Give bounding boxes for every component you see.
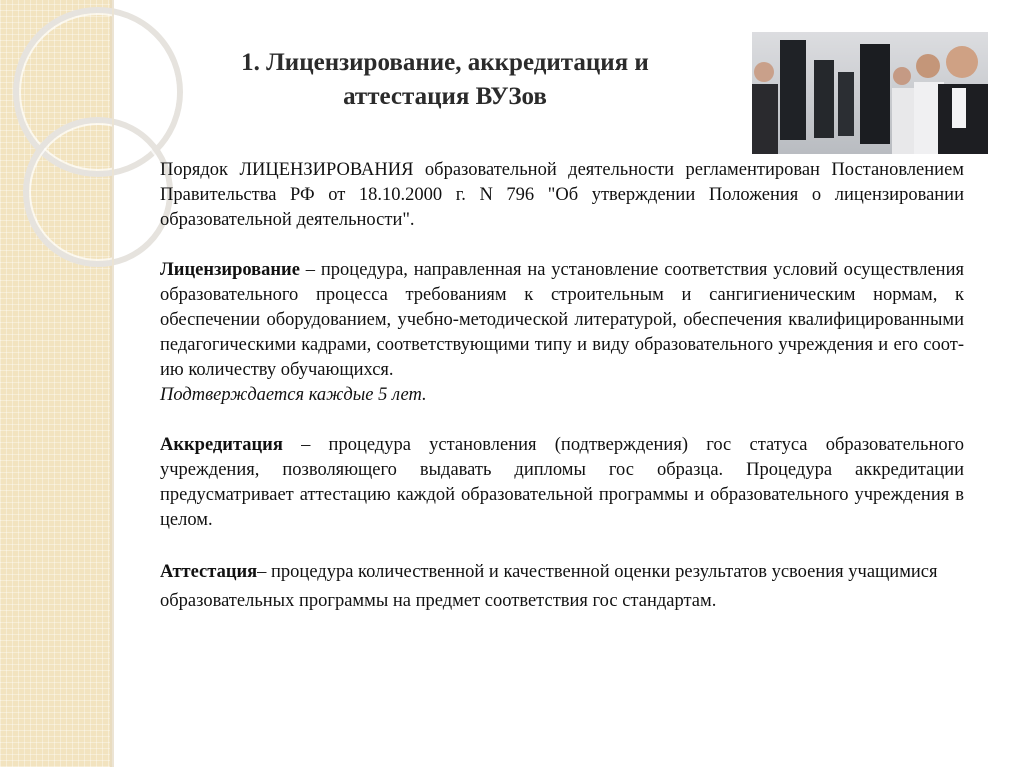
title-line-2: аттестация ВУЗов	[343, 83, 547, 110]
licensing-order-paragraph: Порядок ЛИЦЕНЗИРОВАНИЯ образовательной деятельности регламентирован Постановлением Правительства РФ от 18.10.2000 г. N 796 "Об утверждении Положения о лицензировании образовательной деятельности".	[160, 160, 964, 230]
people-at-computers-photo	[752, 32, 988, 154]
attestation-definition: – процедура количественной и качественной оценки результатов усвоения учащимися образовательных программы на предмет соответствия гос стандартам.	[160, 562, 938, 611]
slide-body	[160, 158, 964, 616]
attestation-term: Аттестация	[160, 562, 258, 582]
accreditation-definition: – процедура установления (подтверждения) гос статуса образовательного учреждения, позволяющего выдавать дипломы гос образца. Процедура аккредитации предусматривает аттестацию каждой образовательной программы и образовательного учреждения в целом.	[160, 435, 964, 530]
title-line-1: 1. Лицензирование, аккредитация и	[241, 49, 649, 76]
slide-title	[190, 46, 700, 114]
divider-line	[112, 0, 114, 767]
attestation-paragraph	[160, 558, 964, 616]
accreditation-paragraph	[160, 433, 964, 533]
licensing-term: Лицензирование	[160, 260, 300, 280]
licensing-paragraph	[160, 258, 964, 383]
accreditation-term: Аккредитация	[160, 435, 283, 455]
licensing-definition: – процедура, направленная на установление соответствия условий осуществления образовательного процесса требованиям к строительным и сангигиеническим нормам, к обеспечении оборудованием, учебно-методической литературой, обеспечения квалифицированными педагогическими кадрами, соответствующими типу и виду образовательного учреждения и его соот-ию количеству обучающихся.	[160, 260, 964, 380]
licensing-note: Подтверждается каждые 5 лет.	[160, 385, 427, 405]
